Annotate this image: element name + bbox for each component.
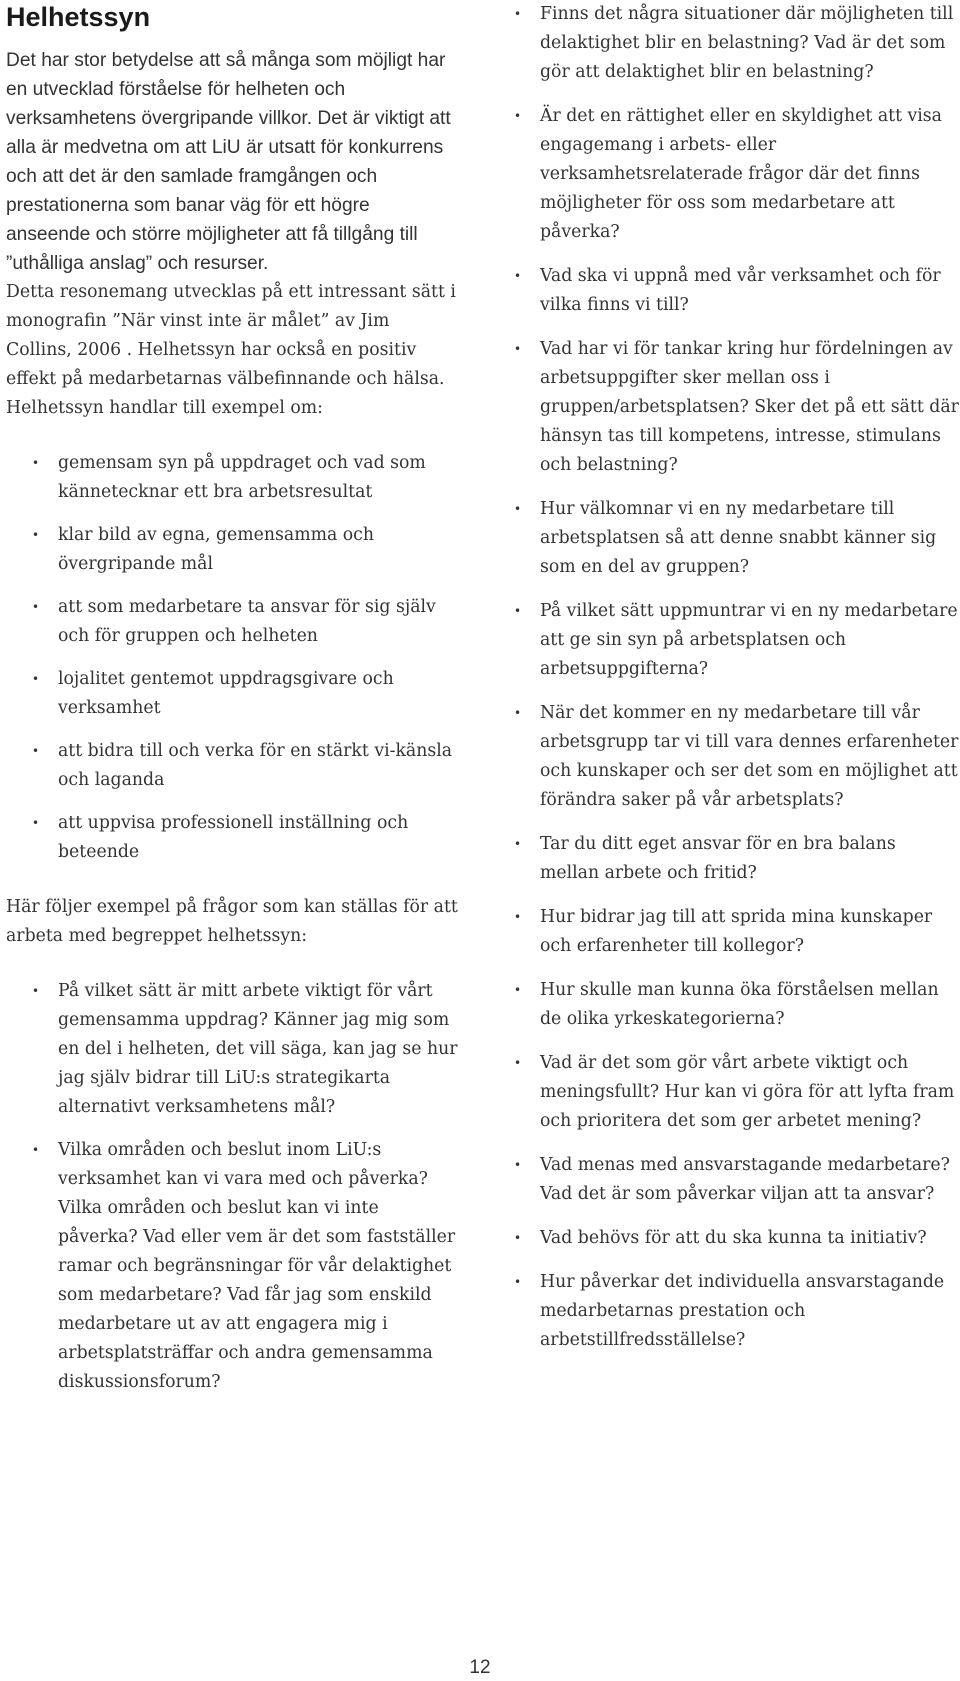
list-item: • Hur bidrar jag till att sprida mina kunskaper och erfarenheter till kollegor? [540, 903, 960, 961]
page-number: 12 [469, 1657, 491, 1678]
list-item: • Vad behövs för att du ska kunna ta initiativ? [540, 1224, 960, 1253]
list-item: • Hur påverkar det individuella ansvarstagande medarbetarnas prestation och arbetstillfredsställelse? [540, 1268, 960, 1355]
list-item: • På vilket sätt uppmuntrar vi en ny medarbetare att ge sin syn på arbetsplatsen och arbetsuppgifterna? [540, 597, 960, 684]
list-item: • Tar du ditt eget ansvar för en bra balans mellan arbete och fritid? [540, 830, 960, 888]
left-column [6, 0, 458, 1411]
list-item: • gemensam syn på uppdraget och vad som kännetecknar ett bra arbetsresultat [6, 449, 458, 507]
list-item: • Vad ska vi uppnå med vår verksamhet och för vilka finns vi till? [540, 262, 960, 320]
questions-list-right [540, 0, 960, 1355]
intro-continuation: Detta resonemang utvecklas på ett intressant sätt i monografin ”När vinst inte är målet” av Jim Collins, 2006 . Helhetssyn har också en positiv effekt på medarbetarnas välbefinnande och hälsa. Helhetssyn handlar till exempel om: [6, 282, 456, 418]
list-item: • att som medarbetare ta ansvar för sig själv och för gruppen och helheten [6, 593, 458, 651]
list-item: • lojalitet gentemot uppdragsgivare och verksamhet [6, 665, 458, 723]
intro-paragraph: Det har stor betydelse att så många som möjligt har en utvecklad förståelse för helheten och verksamhetens övergripande villkor. Det är viktigt att alla är medvetna om att LiU är utsatt för konkurrens och att det är den samlade framgången och prestationerna som banar väg för ett högre anseende och större möjligheter att få tillgång till ”uthålliga anslag” och resurser. [6, 50, 451, 274]
list-item: • Vilka områden och beslut inom LiU:s verksamhet kan vi vara med och påverka? Vilka områden och beslut kan vi inte påverka? Vad eller vem är det som fastställer ramar och begränsningar för vår delaktighet som medarbetare? Vad får jag som enskild medarbetare ut av att engagera mig i arbetsplatsträffar och andra gemensamma diskussionsforum? [6, 1136, 458, 1397]
list-item: • Är det en rättighet eller en skyldighet att visa engagemang i arbets- eller verksamhetsrelaterade frågor där det finns möjligheter för oss som medarbetare att påverka? [540, 102, 960, 247]
list-item: • att bidra till och verka för en stärkt vi-känsla och laganda [6, 737, 458, 795]
section-heading: Helhetssyn [6, 2, 151, 32]
questions-list-left [6, 977, 458, 1397]
questions-intro: Här följer exempel på frågor som kan ställas för att arbeta med begreppet helhetssyn: [6, 897, 458, 946]
list-item: • När det kommer en ny medarbetare till vår arbetsgrupp tar vi till vara dennes erfarenheter och kunskaper och ser det som en möjlighet att förändra saker på vår arbetsplats? [540, 699, 960, 815]
list-item: • Hur skulle man kunna öka förståelsen mellan de olika yrkeskategorierna? [540, 976, 960, 1034]
right-column [540, 0, 960, 1370]
list-item: • Vad har vi för tankar kring hur fördelningen av arbetsuppgifter sker mellan oss i gruppen/arbetsplatsen? Sker det på ett sätt där hänsyn tas till kompetens, intresse, stimulans och belastning? [540, 335, 960, 480]
list-item: • Hur välkomnar vi en ny medarbetare till arbetsplatsen så att denne snabbt känner sig som en del av gruppen? [540, 495, 960, 582]
list-item: • att uppvisa professionell inställning och beteende [6, 809, 458, 867]
list-item: • På vilket sätt är mitt arbete viktigt för vårt gemensamma uppdrag? Känner jag mig som en del i helheten, det vill säga, kan jag se hur jag själv bidrar till LiU:s strategikarta alternativt verksamhetens mål? [6, 977, 458, 1122]
list-item: • Finns det några situationer där möjligheten till delaktighet blir en belastning? Vad är det som gör att delaktighet blir en belastning? [540, 0, 960, 87]
list-item: • Vad menas med ansvarstagande medarbetare? Vad det är som påverkar viljan att ta ansvar? [540, 1151, 960, 1209]
helhetssyn-list [6, 449, 458, 867]
list-item: • klar bild av egna, gemensamma och övergripande mål [6, 521, 458, 579]
list-item: • Vad är det som gör vårt arbete viktigt och meningsfullt? Hur kan vi göra för att lyfta fram och prioritera det som ger arbetet mening? [540, 1049, 960, 1136]
